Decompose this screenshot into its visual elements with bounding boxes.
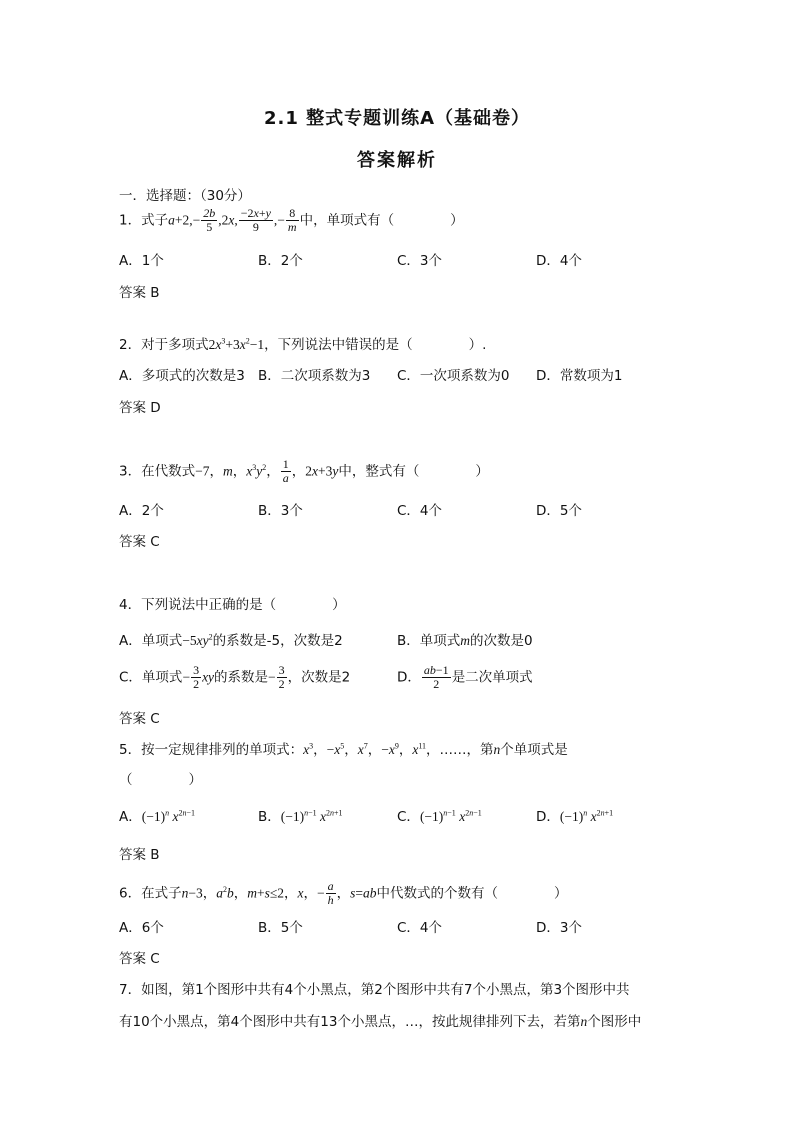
question-2-option-c: C．一次项系数为0 (397, 368, 510, 384)
question-5-option-c: C．$(-1)^{n-1}$ $x^{2n-1}$ (397, 808, 482, 825)
question-6-option-d: D．3个 (536, 920, 582, 936)
question-4-option-b: B．单项式m的次数是0 (397, 633, 533, 649)
formula: a (168, 212, 175, 228)
question-2-option-d: D．常数项为1 (536, 368, 623, 384)
fraction: $\frac{3}{2}$ (193, 663, 200, 691)
fraction: $\frac{3}{2}$ (278, 663, 285, 691)
question-1-stem: 1．式子a+2,− $\frac{2b}{5}$ ,2x, $\frac{-2x+y}{9}$ ,− $\frac{8}{m}$ 中，单项式有（ ） (119, 206, 464, 234)
question-1-option-d: D．4个 (536, 253, 582, 269)
question-3-option-d: D．5个 (536, 503, 582, 519)
question-5-option-d: D．$(-1)^n$ $x^{2n+1}$ (536, 808, 614, 825)
question-7-line-2: 有10个小黑点，第4个图形中共有13个小黑点，…，按此规律排列下去，若第n个图形中 (119, 1014, 642, 1030)
question-3-stem: 3．在代数式−7，m，$x^3y^2$， $\frac{1}{a}$ ，2x+3y中，整式有（ ） (119, 457, 489, 485)
question-6-option-b: B．5个 (258, 920, 303, 936)
question-4-stem: 4．下列说法中正确的是（ ） (119, 597, 346, 613)
question-3-option-c: C．4个 (397, 503, 443, 519)
question-3-option-a: A．2个 (119, 503, 164, 519)
question-5-stem: 5．按一定规律排列的单项式：$x^3$，$-x^5$，$x^7$，$-x^9$，$x^{11}$，……，第n个单项式是 (119, 741, 568, 758)
question-4-option-a: A．单项式$-5xy^2$的系数是-5，次数是2 (119, 632, 343, 649)
question-5-option-b: B．$(-1)^{n-1}$ $x^{2n+1}$ (258, 808, 343, 825)
question-2-answer: 答案 D (119, 400, 161, 416)
question-3-answer: 答案 C (119, 534, 160, 550)
question-2-option-b: B．二次项系数为3 (258, 368, 371, 384)
question-5-answer: 答案 B (119, 847, 160, 863)
document-subtitle: 答案解析 (357, 150, 437, 171)
fraction: $\frac{1}{a}$ (282, 457, 289, 485)
question-1-option-a: A．1个 (119, 253, 164, 269)
fraction: $\frac{-2x+y}{9}$ (240, 206, 271, 234)
question-1-option-c: C．3个 (397, 253, 443, 269)
question-4-option-d: D． $\frac{ab-1}{2}$ 是二次单项式 (397, 663, 533, 691)
section-heading: 一．选择题：（30分） (119, 188, 251, 204)
question-4-option-c: C．单项式− $\frac{3}{2}$ xy的系数是− $\frac{3}{2}$ ，次数是2 (119, 663, 351, 691)
fraction: $\frac{8}{m}$ (287, 206, 297, 234)
question-5-option-a: A．$(-1)^n$ $x^{2n-1}$ (119, 808, 195, 825)
question-1-option-b: B．2个 (258, 253, 303, 269)
question-5-paren: （ ） (119, 772, 202, 788)
question-6-stem: 6．在式子n−3，$a^2b$，m+s≤2，x，− $\frac{a}{h}$ ，s=ab中代数式的个数有（ ） (119, 879, 568, 907)
question-1-answer: 答案 B (119, 285, 160, 301)
question-1-suffix: 中，单项式有（ (299, 212, 395, 229)
question-6-answer: 答案 C (119, 951, 160, 967)
fraction: $\frac{a}{h}$ (327, 879, 334, 907)
question-6-option-c: C．4个 (397, 920, 443, 936)
question-4-answer: 答案 C (119, 711, 160, 727)
question-3-option-b: B．3个 (258, 503, 303, 519)
fraction: $\frac{2b}{5}$ (203, 206, 216, 234)
question-2-stem: 2．对于多项式$2x^3+3x^2-1$，下列说法中错误的是（ ）. (119, 336, 487, 353)
fraction: $\frac{ab-1}{2}$ (423, 663, 449, 691)
question-1-prefix: 1．式子 (119, 212, 169, 229)
question-6-option-a: A．6个 (119, 920, 164, 936)
question-7-line-1: 7．如图，第1个图形中共有4个小黑点，第2个图形中共有7个小黑点，第3个图形中共 (119, 982, 630, 998)
question-2-option-a: A．多项式的次数是3 (119, 368, 245, 384)
document-title: 2.1 整式专题训练A（基础卷） (263, 108, 531, 129)
